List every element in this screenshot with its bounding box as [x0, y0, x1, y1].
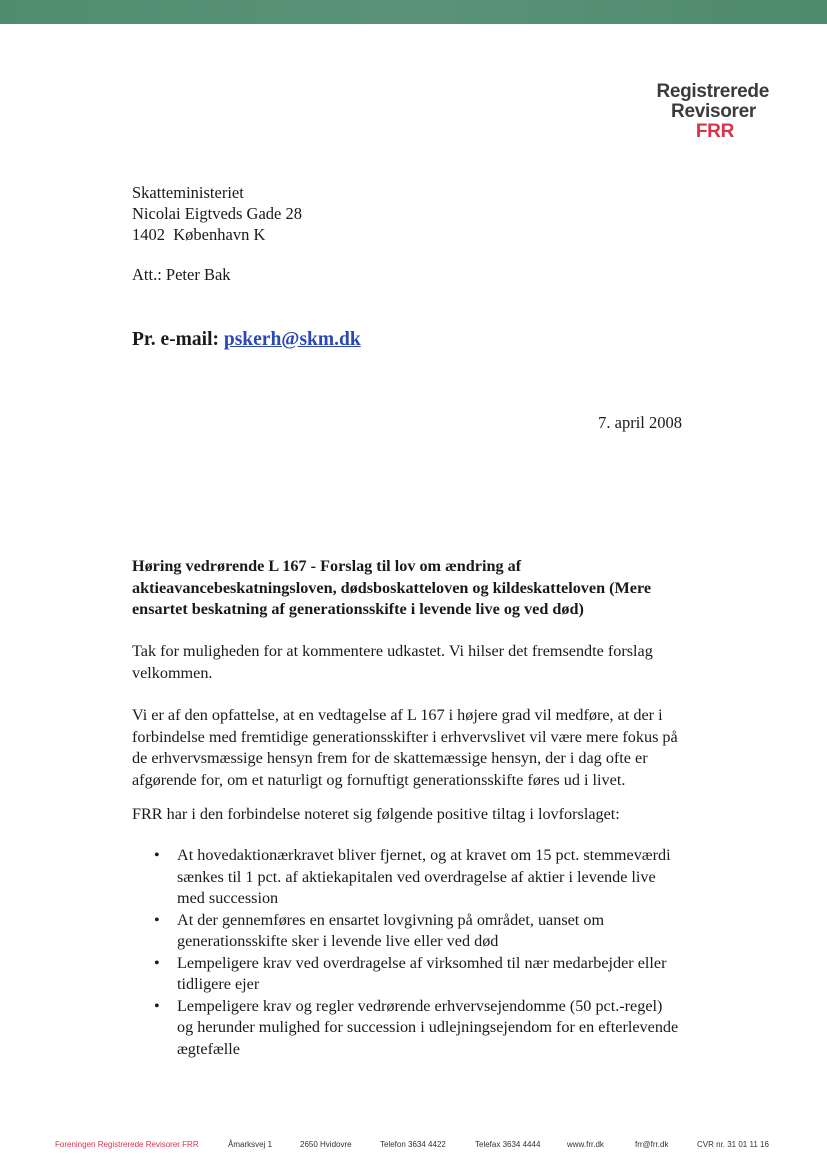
footer-city: 2650 Hvidovre [300, 1140, 352, 1149]
list-item [132, 953, 682, 996]
footer-street: Åmarksvej 1 [228, 1140, 273, 1149]
paragraph-2: Vi er af den opfattelse, at en vedtagelse af L 167 i højere grad vil medføre, at der i forbindelse med fremtidige generationsskifter i erhvervslivet vil være mere fokus på de erhvervsmæssige hensyn frem for de skattemæssige hensyn, der i dag ofte er afgørende for, om et naturligt og fornuftigt generationsskifte føres ud i livet. [132, 706, 678, 789]
logo-line-2: Revisorer [671, 101, 756, 122]
header-color-band [0, 0, 827, 24]
list-item-text: At hovedaktionærkravet bliver fjernet, og at kravet om 15 pct. stemmeværdi sænkes til 1 pct. af aktiekapitalen ved overdragelse af aktier i levende live med succession [177, 846, 671, 907]
email-link[interactable]: pskerh@skm.dk [223, 329, 361, 350]
list-item [132, 996, 682, 1061]
bullet-icon: • [154, 953, 160, 972]
list-item [132, 910, 682, 953]
paragraph-3: FRR har i den forbindelse noteret sig følgende positive tiltag i lovforslaget: [132, 805, 620, 823]
bullet-icon: • [154, 996, 160, 1015]
frr-logo [656, 82, 769, 142]
recipient-name: Skatteministeriet [132, 183, 244, 202]
list-item-text: Lempeligere krav og regler vedrørende erhvervsejendomme (50 pct.-regel) og herunder mulighed for succession i udlejningsejendom for en efterlevende ægtefælle [177, 996, 679, 1058]
email-line [132, 329, 361, 351]
attention-line: Att.: Peter Bak [132, 265, 231, 284]
paragraph-1: Tak for muligheden for at kommentere udkastet. Vi hilser det fremsendte forslag velkommen. [132, 642, 653, 682]
recipient-address [132, 182, 302, 245]
initiatives-list [132, 845, 682, 1060]
letter-date: 7. april 2008 [598, 413, 682, 432]
email-label: Pr. e-mail: [132, 329, 224, 350]
logo-line-1: Registrerede [656, 81, 769, 102]
recipient-city: 1402 København K [132, 225, 266, 244]
list-item-text: At der gennemføres en ensartet lovgivning på området, uanset om generationsskifte sker i levende live eller ved død [177, 910, 605, 950]
footer-cvr: CVR nr. 31 01 11 16 [697, 1140, 769, 1149]
footer-fax: Telefax 3634 4444 [475, 1140, 541, 1149]
footer-web[interactable]: www.frr.dk [567, 1140, 604, 1149]
footer-phone: Telefon 3634 4422 [380, 1140, 446, 1149]
recipient-street: Nicolai Eigtveds Gade 28 [132, 204, 302, 223]
footer-email[interactable]: frr@frr.dk [635, 1140, 669, 1149]
letter-heading: Høring vedrørende L 167 - Forslag til lov om ændring af aktieavancebeskatningsloven, dødsboskatteloven og kildeskatteloven (Mere ensartet beskatning af generationsskifte i levende live og ved død) [132, 557, 652, 618]
bullet-icon: • [154, 910, 160, 929]
logo-line-3: FRR [695, 121, 734, 142]
bullet-icon: • [154, 846, 160, 864]
list-item-text: Lempeligere krav ved overdragelse af virksomhed til nær medarbejder eller tidligere ejer [177, 953, 667, 993]
footer-org: Foreningen Registrerede Revisorer FRR [55, 1140, 199, 1149]
letter-footer [0, 1140, 827, 1156]
list-item [132, 845, 682, 910]
